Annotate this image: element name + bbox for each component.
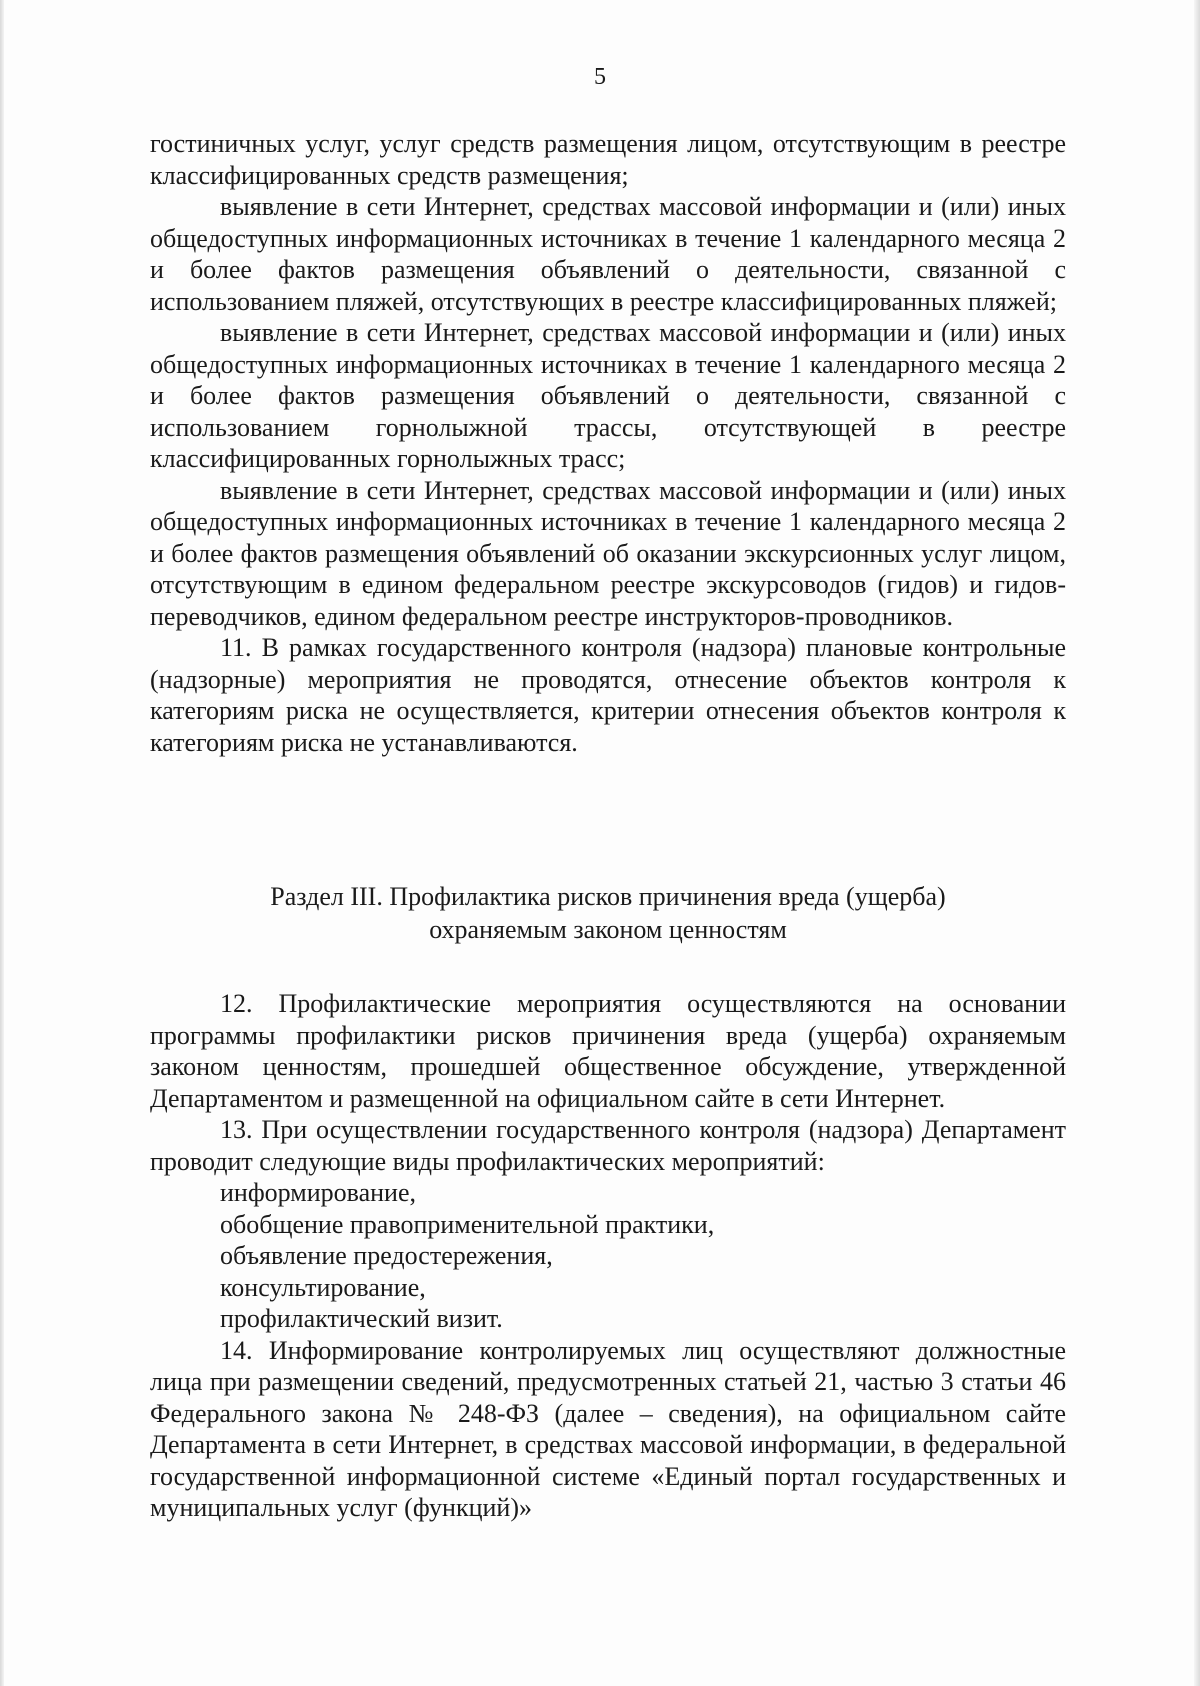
paragraph-continuation: гостиничных услуг, услуг средств размещения лицом, отсутствующим в реестре классифицированных средств размещения;	[150, 129, 1066, 190]
list-item-visit: профилактический визит.	[220, 1304, 503, 1333]
paragraph-beaches: выявление в сети Интернет, средствах массовой информации и (или) иных общедоступных информационных источниках в течение 1 календарного месяца 2 и более фактов размещения объявлений о деятельности, связанной с использованием пляжей, отсутствующих в реестре классифицированных пляжей;	[150, 192, 1066, 316]
list-item-generalization: обобщение правоприменительной практики,	[220, 1209, 715, 1239]
section-heading-line-1: Раздел III. Профилактика рисков причинения вреда (ущерба)	[270, 882, 946, 911]
paragraph-ski-slopes: выявление в сети Интернет, средствах массовой информации и (или) иных общедоступных информационных источниках в течение 1 календарного месяца 2 и более фактов размещения объявлений о деятельности, связанной с использованием горнолыжной трассы, отсутствующей в реестре классифицированных горнолыжных трасс;	[150, 318, 1066, 473]
page-number: 5	[594, 64, 606, 90]
scan-edge-right	[1194, 0, 1200, 1686]
list-item-informing: информирование,	[220, 1178, 416, 1207]
paragraph-11: 11. В рамках государственного контроля (надзора) плановые контрольные (надзорные) мероприятия не проводятся, отнесение объектов контроля к категориям риска не осуществляется, критерии отнесения объектов контроля к категориям риска не устанавливаются.	[150, 633, 1066, 757]
body-text-upper	[150, 128, 1066, 758]
scan-edge-left	[0, 0, 4, 1686]
paragraph-14: 14. Информирование контролируемых лиц осуществляют должностные лица при размещении сведений, предусмотренных статьей 21, частью 3 статьи 46 Федерального закона № 248-ФЗ (далее – сведения), на официальном сайте Департамента в сети Интернет, в средствах массовой информации, в федеральной государственной информационной системе «Единый портал государственных и муниципальных услуг (функций)»	[150, 1335, 1066, 1522]
list-item-warning: объявление предостережения,	[220, 1241, 553, 1270]
paragraph-excursions: выявление в сети Интернет, средствах массовой информации и (или) иных общедоступных информационных источниках в течение 1 календарного месяца 2 и более фактов размещения объявлений об оказании экскурсионных услуг лицом, отсутствующим в едином федеральном реестре экскурсоводов (гидов) и гидов-переводчиков, едином федеральном реестре инструкторов-проводников.	[150, 475, 1066, 631]
section-heading	[150, 880, 1066, 946]
body-text-lower	[150, 988, 1066, 1524]
paragraph-13: 13. При осуществлении государственного контроля (надзора) Департамент проводит следующие виды профилактических мероприятий:	[150, 1115, 1066, 1176]
section-heading-line-2: охраняемым законом ценностям	[429, 915, 787, 944]
list-item-consulting: консультирование,	[220, 1272, 426, 1302]
paragraph-12: 12. Профилактические мероприятия осуществляются на основании программы профилактики рисков причинения вреда (ущерба) охраняемым законом ценностям, прошедшей общественное обсуждение, утвержденной Департаментом и размещенной на официальном сайте в сети Интернет.	[150, 989, 1066, 1113]
